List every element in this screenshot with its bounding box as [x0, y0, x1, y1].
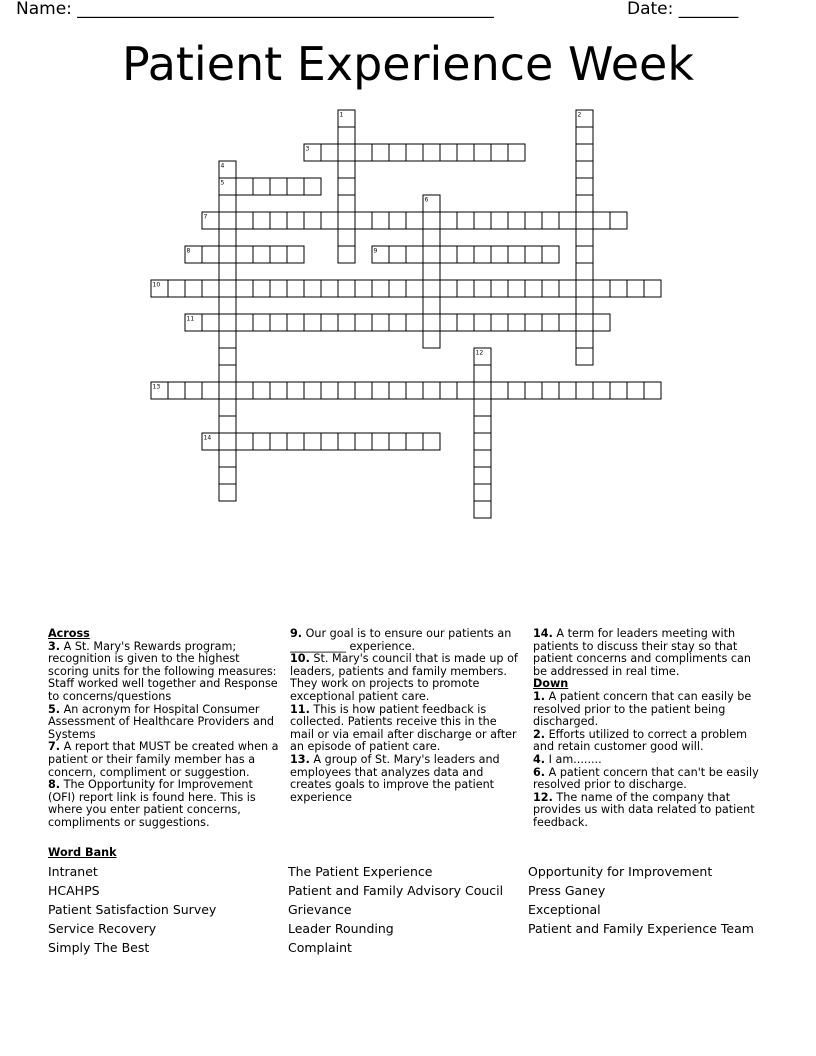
crossword-cell[interactable]: [508, 212, 525, 229]
clue-down-1: 1. A patient concern that can easily be resolved prior to the patient being discharged.: [533, 689, 752, 729]
clue-down-2: 2. Efforts utilized to correct a problem and retain customer good will.: [533, 727, 748, 754]
crossword-cell[interactable]: [236, 246, 253, 263]
clue-number-13: 13: [152, 383, 161, 391]
crossword-cell[interactable]: [338, 127, 355, 144]
crossword-cell[interactable]: [474, 416, 491, 433]
crossword-cell[interactable]: [236, 212, 253, 229]
crossword-cell[interactable]: [321, 382, 338, 399]
across-heading: Across: [48, 627, 90, 640]
crossword-cell[interactable]: [491, 382, 508, 399]
crossword-cell[interactable]: [168, 280, 185, 297]
crossword-cell[interactable]: [287, 280, 304, 297]
crossword-cell[interactable]: [202, 314, 219, 331]
crossword-cell[interactable]: [202, 382, 219, 399]
crossword-cell[interactable]: [474, 382, 491, 399]
clues-column-1: [48, 628, 280, 830]
crossword-cell[interactable]: [423, 382, 440, 399]
crossword-cell[interactable]: [338, 229, 355, 246]
crossword-cell[interactable]: [304, 433, 321, 450]
crossword-cell[interactable]: [423, 331, 440, 348]
crossword-cell[interactable]: [474, 144, 491, 161]
crossword-cell[interactable]: [423, 212, 440, 229]
crossword-cell[interactable]: [576, 195, 593, 212]
crossword-cell[interactable]: [219, 382, 236, 399]
crossword-cell[interactable]: [576, 127, 593, 144]
crossword-cell[interactable]: [287, 178, 304, 195]
crossword-cell[interactable]: [474, 246, 491, 263]
crossword-cell[interactable]: [202, 280, 219, 297]
crossword-cell[interactable]: [440, 280, 457, 297]
crossword-cell[interactable]: [338, 195, 355, 212]
crossword-cell[interactable]: [219, 263, 236, 280]
crossword-cell[interactable]: [304, 314, 321, 331]
crossword-cell[interactable]: [372, 280, 389, 297]
crossword-cell[interactable]: [525, 382, 542, 399]
clue-number-11: 11: [186, 315, 195, 323]
crossword-cell[interactable]: [576, 144, 593, 161]
crossword-cell[interactable]: [219, 280, 236, 297]
crossword-cell[interactable]: [372, 382, 389, 399]
crossword-cell[interactable]: [304, 382, 321, 399]
crossword-cell[interactable]: [491, 314, 508, 331]
clue-number-3: 3: [305, 145, 310, 153]
crossword-cell[interactable]: [270, 280, 287, 297]
crossword-cell[interactable]: [236, 178, 253, 195]
crossword-cell[interactable]: [559, 280, 576, 297]
crossword-cell[interactable]: [542, 382, 559, 399]
word-bank-item: Opportunity for Improvement: [528, 864, 713, 879]
crossword-cell[interactable]: [287, 433, 304, 450]
clue-across-3: 3. A St. Mary's Rewards program; recognition is given to the highest scoring units for the following measures: Staff worked well together and Response to concerns/questions: [48, 639, 278, 703]
crossword-cell[interactable]: [644, 382, 661, 399]
crossword-cell[interactable]: [474, 280, 491, 297]
clue-number-2: 2: [577, 111, 582, 119]
crossword-cell[interactable]: [593, 280, 610, 297]
crossword-cell[interactable]: [559, 382, 576, 399]
crossword-cell[interactable]: [355, 144, 372, 161]
crossword-cell[interactable]: [372, 144, 389, 161]
crossword-cell[interactable]: [576, 212, 593, 229]
crossword-cell[interactable]: [338, 280, 355, 297]
crossword-cell[interactable]: [304, 280, 321, 297]
crossword-cell[interactable]: [185, 280, 202, 297]
crossword-cell[interactable]: [219, 433, 236, 450]
word-bank-item: Service Recovery: [48, 921, 157, 936]
crossword-cell[interactable]: [253, 212, 270, 229]
crossword-cell[interactable]: [559, 314, 576, 331]
crossword-cell[interactable]: [236, 382, 253, 399]
crossword-cell[interactable]: [304, 212, 321, 229]
word-bank-item: The Patient Experience: [288, 864, 433, 879]
clue-across-13: 13. A group of St. Mary's leaders and employees that analyzes data and creates goals to improve the patient experience: [290, 752, 500, 804]
page-title: Patient Experience Week: [122, 37, 694, 91]
word-bank-item: Patient Satisfaction Survey: [48, 902, 217, 917]
crossword-cell[interactable]: [389, 433, 406, 450]
crossword-cell[interactable]: [321, 212, 338, 229]
crossword-cell[interactable]: [525, 246, 542, 263]
crossword-cell[interactable]: [372, 314, 389, 331]
word-bank-column-3: [528, 862, 754, 938]
crossword-cell[interactable]: [457, 246, 474, 263]
word-bank-item: Patient and Family Advisory Coucil: [288, 883, 504, 898]
crossword-cell[interactable]: [253, 382, 270, 399]
clue-across-10: 10. St. Mary's council that is made up of leaders, patients and family members. They work on projects to promote exceptional patient care.: [290, 652, 518, 703]
crossword-cell[interactable]: [389, 144, 406, 161]
crossword-cell[interactable]: [508, 144, 525, 161]
crossword-cell[interactable]: [593, 382, 610, 399]
crossword-cell[interactable]: [440, 144, 457, 161]
crossword-cell[interactable]: [389, 382, 406, 399]
crossword-cell[interactable]: [491, 144, 508, 161]
crossword-cell[interactable]: [474, 212, 491, 229]
crossword-cell[interactable]: [508, 382, 525, 399]
crossword-cell[interactable]: [610, 212, 627, 229]
crossword-cell[interactable]: [321, 144, 338, 161]
crossword-cell[interactable]: [423, 263, 440, 280]
crossword-cell[interactable]: [321, 314, 338, 331]
crossword-cell[interactable]: [423, 144, 440, 161]
crossword-cell[interactable]: [253, 280, 270, 297]
crossword-cell[interactable]: [576, 178, 593, 195]
crossword-cell[interactable]: [287, 212, 304, 229]
crossword-cell[interactable]: [168, 382, 185, 399]
crossword-cell[interactable]: [474, 450, 491, 467]
crossword-cell[interactable]: [270, 314, 287, 331]
crossword-cell[interactable]: [457, 382, 474, 399]
crossword-cell[interactable]: [542, 314, 559, 331]
clue-down-6: 6. A patient concern that can't be easily resolved prior to discharge.: [533, 765, 759, 792]
crossword-cell[interactable]: [440, 212, 457, 229]
crossword-cell[interactable]: [406, 246, 423, 263]
date-field-label: Date: _______: [627, 0, 739, 19]
crossword-cell[interactable]: [338, 212, 355, 229]
crossword-cell[interactable]: [236, 314, 253, 331]
clue-number-6: 6: [424, 196, 429, 204]
down-heading: Down: [533, 677, 569, 691]
crossword-cell[interactable]: [270, 212, 287, 229]
crossword-cell[interactable]: [219, 450, 236, 467]
crossword-cell[interactable]: [338, 382, 355, 399]
crossword-cell[interactable]: [542, 280, 559, 297]
crossword-cell[interactable]: [389, 246, 406, 263]
crossword-cell[interactable]: [253, 433, 270, 450]
crossword-cell[interactable]: [474, 433, 491, 450]
word-bank-heading: Word Bank: [48, 846, 117, 859]
crossword-cell[interactable]: [610, 382, 627, 399]
clue-across-11: 11. This is how patient feedback is collected. Patients receive this in the mail or via email after discharge or after an episode of patient care.: [290, 702, 517, 754]
crossword-cell[interactable]: [355, 212, 372, 229]
crossword-cell[interactable]: [576, 246, 593, 263]
crossword-cell[interactable]: [576, 280, 593, 297]
crossword-cell[interactable]: [355, 382, 372, 399]
crossword-cell[interactable]: [576, 382, 593, 399]
word-bank-item: Press Ganey: [528, 883, 606, 898]
crossword-cell[interactable]: [219, 416, 236, 433]
crossword-cell[interactable]: [525, 280, 542, 297]
crossword-cell[interactable]: [576, 297, 593, 314]
word-bank-item: Complaint: [288, 940, 352, 955]
crossword-cell[interactable]: [406, 433, 423, 450]
clues-column-3: [533, 628, 765, 830]
crossword-cell[interactable]: [474, 365, 491, 382]
crossword-cell[interactable]: [270, 246, 287, 263]
crossword-cell[interactable]: [627, 280, 644, 297]
crossword-cell[interactable]: [321, 280, 338, 297]
crossword-cell[interactable]: [423, 280, 440, 297]
word-bank-column-1: [48, 862, 216, 957]
crossword-cell[interactable]: [559, 212, 576, 229]
crossword-cell[interactable]: [287, 314, 304, 331]
clue-number-8: 8: [186, 247, 191, 255]
crossword-cell[interactable]: [253, 314, 270, 331]
crossword-cell[interactable]: [423, 433, 440, 450]
crossword-cell[interactable]: [406, 314, 423, 331]
clues-column-2: [290, 628, 522, 804]
crossword-cell[interactable]: [576, 229, 593, 246]
crossword-cell[interactable]: [508, 280, 525, 297]
crossword-cell[interactable]: [219, 314, 236, 331]
crossword-cell[interactable]: [491, 280, 508, 297]
word-bank-item: Grievance: [288, 902, 352, 917]
crossword-cell[interactable]: [270, 433, 287, 450]
clue-across-8: 8. The Opportunity for Improvement (OFI) report link is found here. This is where you enter patient concerns, compliments or suggestions.: [48, 778, 256, 829]
crossword-cell[interactable]: [610, 280, 627, 297]
clue-number-12: 12: [475, 349, 484, 357]
clue-across-7: 7. A report that MUST be created when a patient or their family member has a concern, compliment or suggestion.: [48, 740, 279, 779]
crossword-cell[interactable]: [440, 246, 457, 263]
crossword-cell[interactable]: [440, 314, 457, 331]
crossword-cell[interactable]: [185, 382, 202, 399]
crossword-cell[interactable]: [525, 212, 542, 229]
crossword-cell[interactable]: [355, 433, 372, 450]
crossword-cell[interactable]: [406, 144, 423, 161]
crossword-cell[interactable]: [372, 433, 389, 450]
clue-number-14: 14: [203, 434, 212, 442]
crossword-cell[interactable]: [474, 399, 491, 416]
crossword-cell[interactable]: [253, 178, 270, 195]
crossword-cell[interactable]: [423, 297, 440, 314]
crossword-cell[interactable]: [457, 212, 474, 229]
crossword-cell[interactable]: [389, 212, 406, 229]
crossword-cell[interactable]: [321, 433, 338, 450]
clue-across-14: 14. A term for leaders meeting with patients to discuss their stay so that patient concerns and compliments can be addressed in real time.: [533, 627, 751, 678]
word-bank-item: Patient and Family Experience Team: [528, 921, 754, 936]
crossword-cell[interactable]: [219, 212, 236, 229]
crossword-cell[interactable]: [406, 280, 423, 297]
word-bank-item: HCAHPS: [48, 883, 100, 898]
word-bank-item: Leader Rounding: [288, 921, 394, 936]
crossword-cell[interactable]: [440, 382, 457, 399]
crossword-cell[interactable]: [406, 212, 423, 229]
crossword-cell[interactable]: [287, 246, 304, 263]
crossword-cell[interactable]: [304, 178, 321, 195]
crossword-cell[interactable]: [593, 314, 610, 331]
word-bank-column-2: [288, 862, 503, 957]
crossword-cell[interactable]: [474, 484, 491, 501]
crossword-cell[interactable]: [389, 314, 406, 331]
crossword-cell[interactable]: [457, 314, 474, 331]
crossword-cell[interactable]: [525, 314, 542, 331]
crossword-cell[interactable]: [644, 280, 661, 297]
crossword-cell[interactable]: [338, 433, 355, 450]
crossword-cell[interactable]: [508, 314, 525, 331]
crossword-cell[interactable]: [457, 144, 474, 161]
crossword-cell[interactable]: [338, 161, 355, 178]
crossword-cell[interactable]: [219, 195, 236, 212]
crossword-cell[interactable]: [338, 178, 355, 195]
crossword-cell[interactable]: [491, 246, 508, 263]
crossword-cell[interactable]: [236, 280, 253, 297]
crossword-cell[interactable]: [219, 467, 236, 484]
clue-number-10: 10: [152, 281, 161, 289]
word-bank-item: Intranet: [48, 864, 98, 879]
crossword-cell[interactable]: [627, 382, 644, 399]
crossword-cell[interactable]: [474, 314, 491, 331]
crossword-cell[interactable]: [542, 212, 559, 229]
crossword-cell[interactable]: [338, 246, 355, 263]
clue-number-1: 1: [339, 111, 344, 119]
crossword-cell[interactable]: [338, 144, 355, 161]
crossword-cell[interactable]: [576, 263, 593, 280]
clue-across-5: 5. An acronym for Hospital Consumer Assessment of Healthcare Providers and Systems: [48, 702, 275, 741]
crossword-cell[interactable]: [457, 280, 474, 297]
clue-number-5: 5: [220, 179, 225, 187]
crossword-cell[interactable]: [219, 229, 236, 246]
crossword-cell[interactable]: [491, 212, 508, 229]
crossword-cell[interactable]: [423, 314, 440, 331]
crossword-cell[interactable]: [253, 246, 270, 263]
crossword-cell[interactable]: [338, 314, 355, 331]
word-bank-item: Simply The Best: [48, 940, 150, 955]
crossword-cell[interactable]: [270, 382, 287, 399]
crossword-cell[interactable]: [219, 297, 236, 314]
crossword-cell[interactable]: [542, 246, 559, 263]
crossword-cell[interactable]: [219, 348, 236, 365]
crossword-cell[interactable]: [576, 161, 593, 178]
clue-across-9: 9. Our goal is to ensure our patients an __________ experience.: [290, 627, 512, 653]
crossword-cell[interactable]: [576, 348, 593, 365]
crossword-cell[interactable]: [389, 280, 406, 297]
crossword-cell[interactable]: [406, 382, 423, 399]
crossword-cell[interactable]: [219, 365, 236, 382]
crossword-cell[interactable]: [219, 331, 236, 348]
crossword-cell[interactable]: [219, 399, 236, 416]
crossword-cell[interactable]: [355, 314, 372, 331]
clue-down-4: 4. I am........: [533, 752, 602, 766]
crossword-cell[interactable]: [423, 246, 440, 263]
crossword-cell[interactable]: [474, 501, 491, 518]
crossword-cell[interactable]: [219, 246, 236, 263]
crossword-cell[interactable]: [576, 331, 593, 348]
clue-number-4: 4: [220, 162, 225, 170]
crossword-cell[interactable]: [423, 229, 440, 246]
clue-number-7: 7: [203, 213, 208, 221]
crossword-cell[interactable]: [202, 246, 219, 263]
crossword-cell[interactable]: [474, 467, 491, 484]
crossword-cell[interactable]: [270, 178, 287, 195]
crossword-cell[interactable]: [508, 246, 525, 263]
crossword-cell[interactable]: [287, 382, 304, 399]
clue-number-9: 9: [373, 247, 378, 255]
crossword-cell[interactable]: [236, 433, 253, 450]
clue-down-12: 12. The name of the company that provides us with data related to patient feedback.: [533, 790, 755, 829]
crossword-cell[interactable]: [593, 212, 610, 229]
name-field-label: Name: _________________________________________________: [16, 0, 494, 19]
crossword-cell[interactable]: [355, 280, 372, 297]
crossword-cell[interactable]: [219, 484, 236, 501]
crossword-cell[interactable]: [576, 314, 593, 331]
word-bank-item: Exceptional: [528, 902, 601, 917]
crossword-cell[interactable]: [372, 212, 389, 229]
